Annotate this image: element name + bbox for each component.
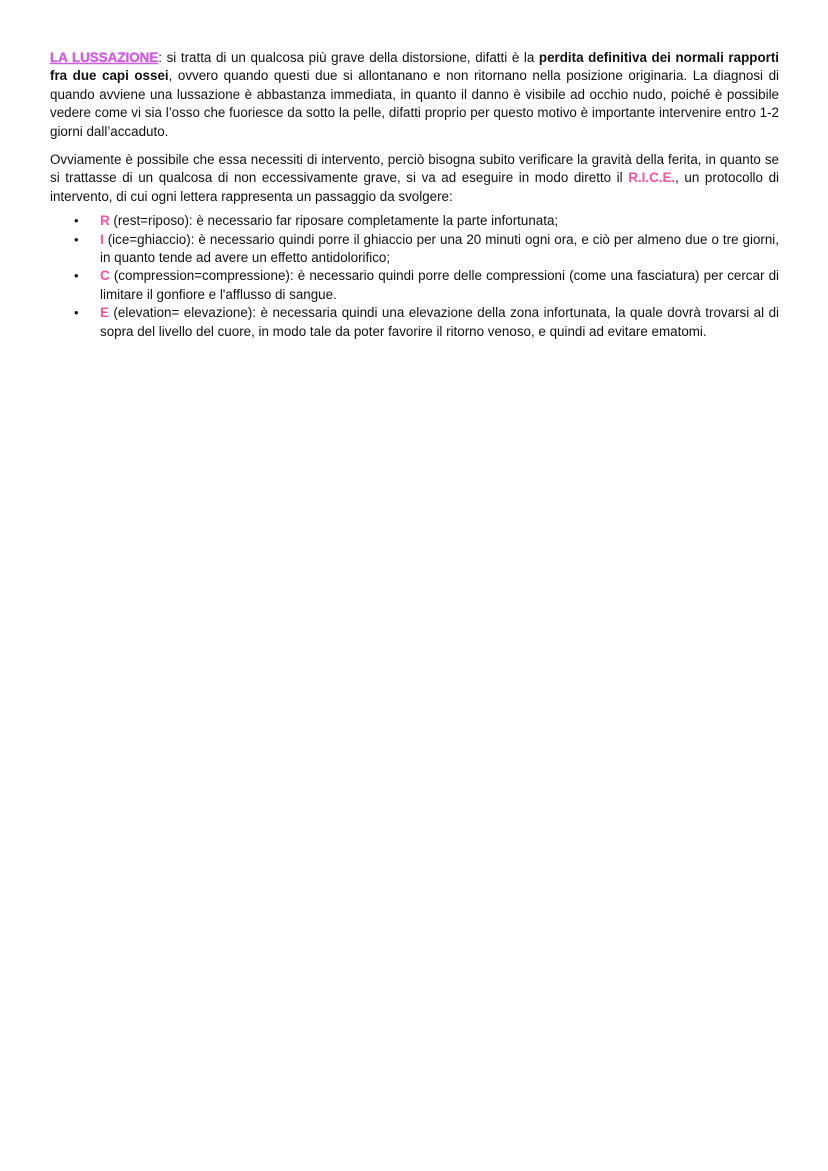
bullet-icon: • bbox=[74, 213, 79, 229]
paragraph-text: , ovvero quando questi due si allontanano e non ritornano nella posizione originaria. La diagnosi di quando avviene una lussazione è abbastanza immediata, in quanto il danno è visibile ad occhio nudo, poiché è possibile vedere come vi sia l’osso che fuoriesce da sotto la pelle, difatti proprio per questo motivo è importante intervenire entro 1-2 giorni dall’accaduto. bbox=[50, 68, 779, 139]
rice-acronym: R.I.C.E. bbox=[628, 170, 676, 186]
paragraph-lussazione bbox=[50, 49, 779, 141]
paragraph-text: : si tratta di un qualcosa più grave della distorsione, difatti è la bbox=[158, 50, 539, 65]
list-letter: I bbox=[100, 231, 104, 247]
paragraph-text: Ovviamente è possibile che essa necessiti di intervento, perciò bisogna subito verificare la gravità della ferita, in quanto se si trattasse di un qualcosa di non eccessivamente grave, si va ad eseguire in modo diretto il bbox=[50, 152, 779, 186]
bullet-icon: • bbox=[74, 231, 79, 247]
list-item bbox=[50, 212, 779, 230]
section-title: LA LUSSAZIONE bbox=[50, 50, 159, 65]
list-text: (compression=compressione): è necessario quindi porre delle compressioni (come una fasciatura) per cercar di limitare il gonfiore e l'afflusso di sangue. bbox=[100, 268, 779, 302]
document-page bbox=[50, 49, 779, 341]
bold-definition: perdita definitiva dei normali rapporti fra due capi ossei bbox=[50, 50, 780, 84]
list-text: (elevation= elevazione): è necessaria quindi una elevazione della zona infortunata, la quale dovrà trovarsi al di sopra del livello del cuore, in modo tale da poter favorire il ritorno venoso, e quindi ad evitare ematomi. bbox=[100, 305, 779, 339]
list-text: (ice=ghiaccio): è necessario quindi porre il ghiaccio per una 20 minuti ogni ora, e ciò per almeno due o tre giorni, in quanto tende ad avere un effetto antidolorifico; bbox=[100, 231, 779, 266]
paragraph-intervento bbox=[50, 151, 779, 206]
rice-list bbox=[50, 212, 779, 341]
list-item bbox=[50, 231, 779, 268]
list-text: (rest=riposo): è necessario far riposare completamente la parte infortunata; bbox=[109, 213, 559, 229]
list-letter: C bbox=[100, 268, 110, 284]
bullet-icon: • bbox=[74, 268, 79, 284]
list-item bbox=[50, 304, 779, 341]
list-letter: E bbox=[100, 305, 109, 321]
paragraph-text: , un protocollo di intervento, di cui ogni lettera rappresenta un passaggio da svolgere: bbox=[50, 170, 779, 204]
bullet-icon: • bbox=[74, 305, 79, 321]
list-letter: R bbox=[100, 213, 110, 229]
list-item bbox=[50, 267, 779, 304]
